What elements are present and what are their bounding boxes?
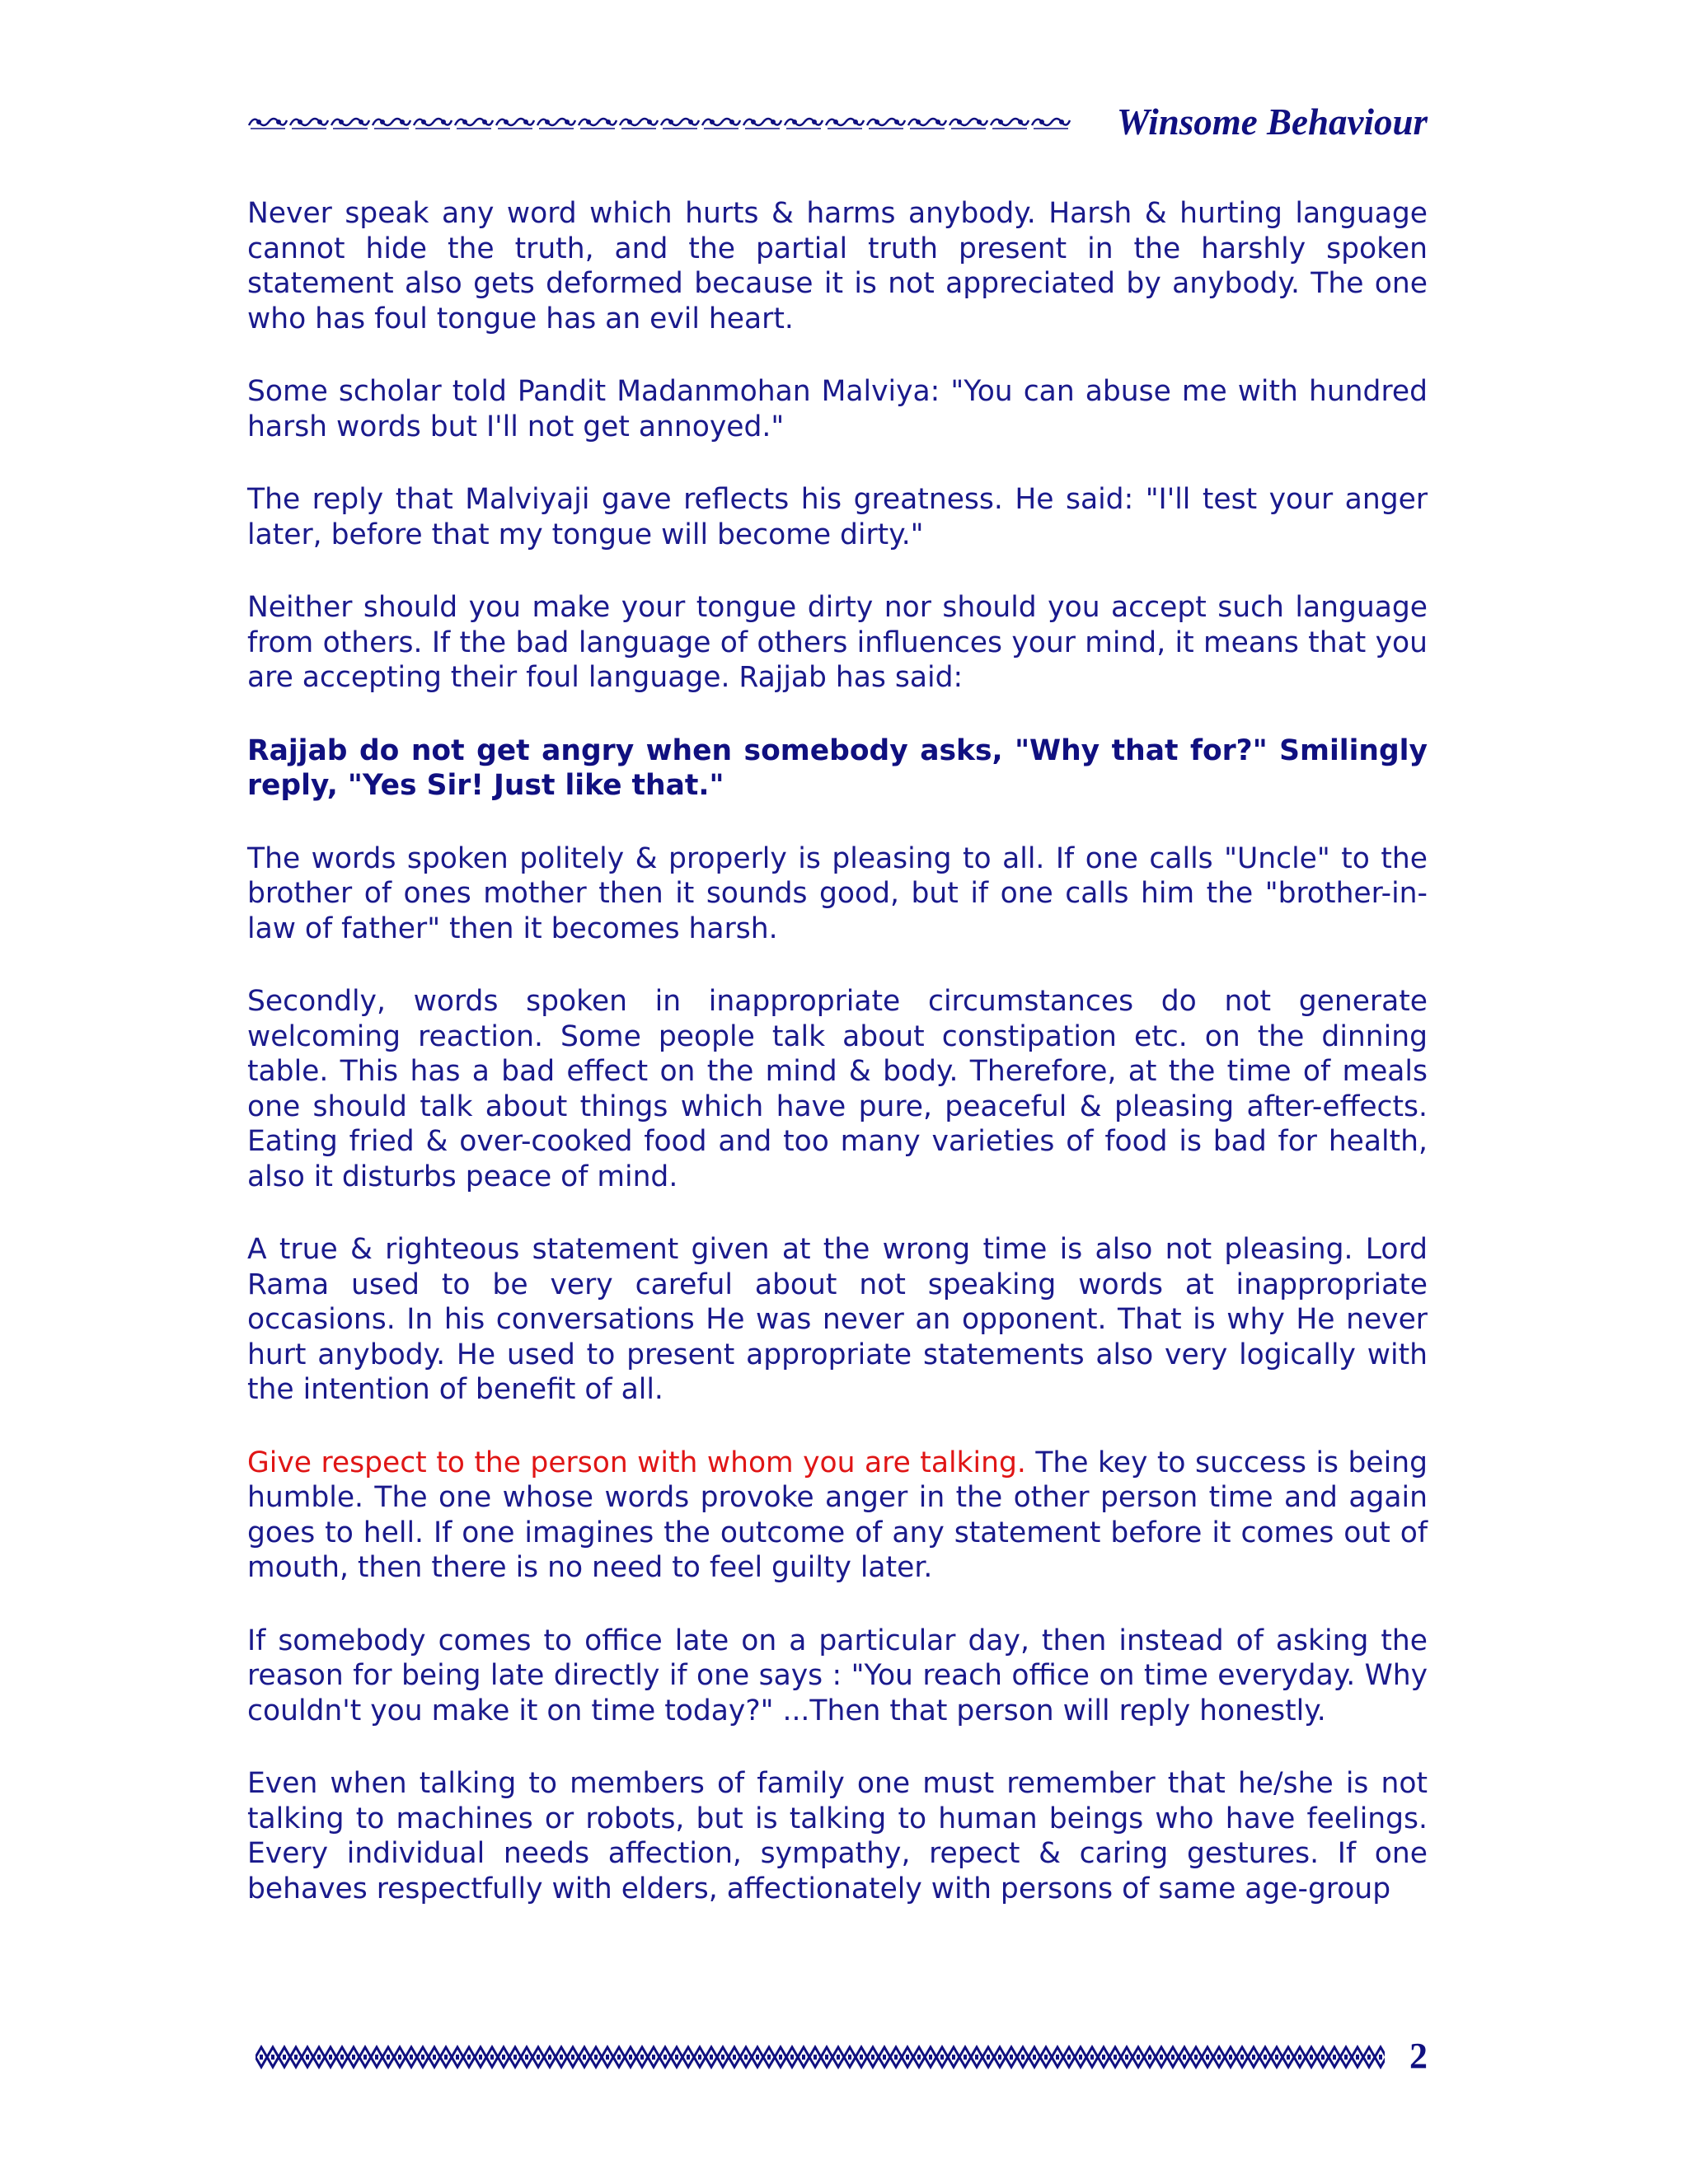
page-header	[247, 97, 1428, 147]
paragraph: Never speak any word which hurts & harms anybody. Harsh & hurting language cannot hide the truth, and the partial truth present in the harshly spoken statement also gets deformed because it is not appreciated by anybody. The one who has foul tongue has an evil heart.	[247, 197, 1428, 335]
paragraph: A true & righteous statement given at the wrong time is also not pleasing. Lord Rama used to be very careful about not speaking words at inappropriate occasions. In his conversations He was never an opponent. That is why He never hurt anybody. He used to present appropriate statements also very logically with the intention of benefit of all.	[247, 1233, 1428, 1406]
page-number: 2	[1409, 2036, 1428, 2076]
paragraph: If somebody comes to office late on a particular day, then instead of asking the reason for being late directly if one says : "You reach office on time everyday. Why couldn't you make it on time today?" ...Then that person will reply honestly.	[247, 1624, 1428, 1727]
paragraph: Some scholar told Pandit Madanmohan Malviya: "You can abuse me with hundred harsh words but I'll not get annoyed."	[247, 375, 1428, 443]
paragraph-text: The key to success is being humble. The one whose words provoke anger in the other person time and again goes to hell. If one imagines the outcome of any statement before it comes out of mouth, then there is no need to feel guilty later.	[247, 1446, 1428, 1584]
paragraph: Even when talking to members of family one must remember that he/she is not talking to machines or robots, but is talking to human beings who have feelings. Every individual needs affection, sympathy, repect & caring gestures. If one behaves respectfully with elders, affectionately with persons of same age-group	[247, 1767, 1428, 1905]
document-body	[247, 196, 1428, 1944]
quote-paragraph: Rajjab do not get angry when somebody asks, "Why that for?" Smilingly reply, "Yes Sir! Just like that."	[247, 733, 1428, 802]
highlighted-sentence: Give respect to the person with whom you are talking.	[247, 1446, 1026, 1479]
page-footer	[247, 2036, 1428, 2077]
decorative-border-top	[247, 114, 1071, 132]
paragraph: The reply that Malviyaji gave reflects his greatness. He said: "I'll test your anger later, before that my tongue will become dirty."	[247, 483, 1428, 551]
decorative-border-bottom	[256, 2044, 1385, 2070]
paragraph: The words spoken politely & properly is pleasing to all. If one calls "Uncle" to the brother of ones mother then it sounds good, but if one calls him the "brother-in-law of father" then it becomes harsh.	[247, 841, 1428, 945]
paragraph-with-highlight	[247, 1446, 1428, 1586]
running-header-title: Winsome Behaviour	[1116, 101, 1428, 143]
paragraph: Neither should you make your tongue dirty nor should you accept such language from others. If the bad language of others influences your mind, it means that you are accepting their foul language. Rajjab has said:	[247, 591, 1428, 694]
paragraph: Secondly, words spoken in inappropriate circumstances do not generate welcoming reaction. Some people talk about constipation etc. on the dinning table. This has a bad effect on the mind & body. Therefore, at the time of meals one should talk about things which have pure, peaceful & pleasing after-effects. Eating fried & over-cooked food and too many varieties of food is bad for health, also it disturbs peace of mind.	[247, 985, 1428, 1193]
